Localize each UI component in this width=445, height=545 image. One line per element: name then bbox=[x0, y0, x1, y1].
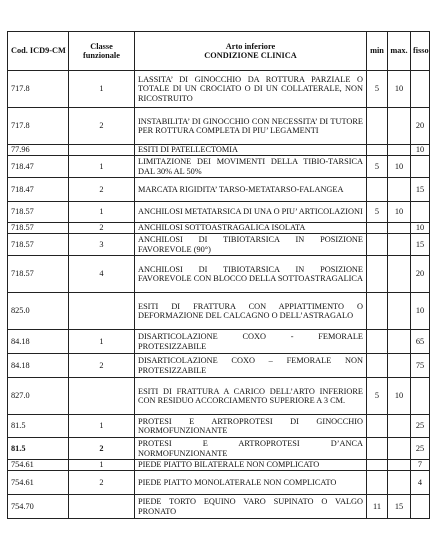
header-condition-label: CONDIZIONE CLINICA bbox=[204, 51, 297, 60]
row-code: 754.70 bbox=[8, 495, 69, 519]
row-class: 1 bbox=[69, 71, 135, 108]
header-fixed: fisso bbox=[411, 32, 430, 71]
row-fixed: 20 bbox=[411, 256, 430, 293]
table-row bbox=[8, 330, 430, 354]
header-row bbox=[8, 32, 430, 71]
row-min: 11 bbox=[367, 495, 388, 519]
row-class bbox=[69, 378, 135, 415]
header-min: min bbox=[367, 32, 388, 71]
row-code: 81.5 bbox=[8, 415, 69, 438]
row-condition: ANCHILOSI SOTTOASTRAGALICA ISOLATA bbox=[135, 223, 367, 234]
row-min bbox=[367, 108, 388, 145]
row-condition: ESITI DI FRATTURA CON APPIATTIMENTO O DEFORMAZIONE DEL CALCAGNO O DELL’ASTRAGALO bbox=[135, 293, 367, 330]
row-condition: PIEDE TORTO EQUINO VARO SUPINATO O VALGO PRONATO bbox=[135, 495, 367, 519]
row-min bbox=[367, 256, 388, 293]
table-row bbox=[8, 145, 430, 156]
row-class: 1 bbox=[69, 202, 135, 223]
row-code: 718.57 bbox=[8, 234, 69, 256]
row-code: 825.0 bbox=[8, 293, 69, 330]
row-min: 5 bbox=[367, 156, 388, 178]
row-code: 77.96 bbox=[8, 145, 69, 156]
table-row bbox=[8, 378, 430, 415]
row-min bbox=[367, 234, 388, 256]
row-max bbox=[388, 415, 411, 438]
header-limb: Arto inferiore bbox=[225, 41, 276, 51]
table-row bbox=[8, 156, 430, 178]
header-max: max. bbox=[388, 32, 411, 71]
row-max bbox=[388, 471, 411, 495]
row-class: 2 bbox=[69, 471, 135, 495]
row-condition: PIEDE PIATTO BILATERALE NON COMPLICATO bbox=[135, 460, 367, 471]
row-max bbox=[388, 256, 411, 293]
row-code: 81.5 bbox=[8, 438, 69, 460]
table-row bbox=[8, 415, 430, 438]
row-min bbox=[367, 293, 388, 330]
row-min bbox=[367, 415, 388, 438]
row-fixed bbox=[411, 202, 430, 223]
table-row bbox=[8, 223, 430, 234]
row-max: 15 bbox=[388, 495, 411, 519]
row-class: 2 bbox=[69, 354, 135, 378]
header-class: Classe funzionale bbox=[69, 32, 135, 71]
row-fixed: 15 bbox=[411, 178, 430, 202]
table-row bbox=[8, 438, 430, 460]
row-max: 10 bbox=[388, 378, 411, 415]
row-class: 1 bbox=[69, 460, 135, 471]
table-row bbox=[8, 354, 430, 378]
row-condition: LIMITAZIONE DEI MOVIMENTI DELLA TIBIO-TARSICA DAL 30% AL 50% bbox=[135, 156, 367, 178]
row-fixed: 25 bbox=[411, 415, 430, 438]
row-condition: ANCHILOSI METATARSICA DI UNA O PIU’ ARTICOLAZIONI bbox=[135, 202, 367, 223]
row-min: 5 bbox=[367, 202, 388, 223]
row-fixed: 4 bbox=[411, 471, 430, 495]
row-condition: ANCHILOSI DI TIBIOTARSICA IN POSIZIONE FAVOREVOLE CON BLOCCO DELLA SOTTOASTRAGALICA bbox=[135, 256, 367, 293]
table-row bbox=[8, 256, 430, 293]
row-max bbox=[388, 438, 411, 460]
row-condition: DISARTICOLAZIONE COXO – FEMORALE NON PROTESIZZABILE bbox=[135, 354, 367, 378]
row-min bbox=[367, 354, 388, 378]
row-class: 4 bbox=[69, 256, 135, 293]
row-condition: PIEDE PIATTO MONOLATERALE NON COMPLICATO bbox=[135, 471, 367, 495]
row-min bbox=[367, 145, 388, 156]
header-condition bbox=[135, 32, 367, 71]
row-class bbox=[69, 293, 135, 330]
row-condition: ANCHILOSI DI TIBIOTARSICA IN POSIZIONE FAVOREVOLE (90°) bbox=[135, 234, 367, 256]
row-code: 717.8 bbox=[8, 108, 69, 145]
row-max bbox=[388, 460, 411, 471]
table-row bbox=[8, 293, 430, 330]
row-code: 718.57 bbox=[8, 223, 69, 234]
row-min bbox=[367, 223, 388, 234]
row-max bbox=[388, 330, 411, 354]
row-code: 718.57 bbox=[8, 256, 69, 293]
row-condition: ESITI DI PATELLECTOMIA bbox=[135, 145, 367, 156]
row-max bbox=[388, 354, 411, 378]
row-fixed: 15 bbox=[411, 234, 430, 256]
row-fixed: 7 bbox=[411, 460, 430, 471]
row-class: 2 bbox=[69, 438, 135, 460]
row-condition: PROTESI E ARTROPROTESI D’ANCA NORMOFUNZIONANTE bbox=[135, 438, 367, 460]
row-fixed bbox=[411, 495, 430, 519]
row-condition: LASSITA’ DI GINOCCHIO DA ROTTURA PARZIALE O TOTALE DI UN CROCIATO O DI UN COLLATERALE, NON RICOSTRUITO bbox=[135, 71, 367, 108]
row-max: 10 bbox=[388, 156, 411, 178]
row-min bbox=[367, 330, 388, 354]
row-min: 5 bbox=[367, 71, 388, 108]
row-fixed bbox=[411, 378, 430, 415]
row-condition: INSTABILITA’ DI GINOCCHIO CON NECESSITA’ DI TUTORE PER ROTTURA COMPLETA DI PIU’ LEGAMENTI bbox=[135, 108, 367, 145]
row-max bbox=[388, 178, 411, 202]
row-code: 718.57 bbox=[8, 202, 69, 223]
row-min bbox=[367, 178, 388, 202]
row-condition: DISARTICOLAZIONE COXO - FEMORALE PROTESIZZABILE bbox=[135, 330, 367, 354]
row-min bbox=[367, 471, 388, 495]
table-row bbox=[8, 460, 430, 471]
row-min: 5 bbox=[367, 378, 388, 415]
row-code: 717.8 bbox=[8, 71, 69, 108]
row-max bbox=[388, 108, 411, 145]
row-class bbox=[69, 145, 135, 156]
row-class: 1 bbox=[69, 330, 135, 354]
document-page bbox=[7, 31, 429, 519]
row-code: 827.0 bbox=[8, 378, 69, 415]
table-row bbox=[8, 108, 430, 145]
row-max: 10 bbox=[388, 71, 411, 108]
row-class: 3 bbox=[69, 234, 135, 256]
header-code: Cod. ICD9-CM bbox=[8, 32, 69, 71]
row-condition: MARCATA RIGIDITA’ TARSO-METATARSO-FALANGEA bbox=[135, 178, 367, 202]
table-row bbox=[8, 471, 430, 495]
row-code: 84.18 bbox=[8, 330, 69, 354]
row-fixed bbox=[411, 71, 430, 108]
row-condition: ESITI DI FRATTURA A CARICO DELL’ARTO INFERIORE CON RESIDUO ACCORCIAMENTO SUPERIORE A 3 CM. bbox=[135, 378, 367, 415]
condition-table bbox=[7, 31, 430, 519]
row-max bbox=[388, 223, 411, 234]
row-class: 2 bbox=[69, 178, 135, 202]
row-fixed: 25 bbox=[411, 438, 430, 460]
row-class: 1 bbox=[69, 415, 135, 438]
row-fixed: 20 bbox=[411, 108, 430, 145]
row-max bbox=[388, 145, 411, 156]
row-max bbox=[388, 234, 411, 256]
row-min bbox=[367, 460, 388, 471]
row-code: 754.61 bbox=[8, 460, 69, 471]
row-max bbox=[388, 293, 411, 330]
row-code: 754.61 bbox=[8, 471, 69, 495]
row-fixed bbox=[411, 156, 430, 178]
row-code: 718.47 bbox=[8, 156, 69, 178]
row-code: 718.47 bbox=[8, 178, 69, 202]
row-class: 1 bbox=[69, 156, 135, 178]
table-row bbox=[8, 178, 430, 202]
table-body bbox=[8, 71, 430, 519]
row-class: 2 bbox=[69, 223, 135, 234]
row-fixed: 65 bbox=[411, 330, 430, 354]
row-class bbox=[69, 495, 135, 519]
row-class: 2 bbox=[69, 108, 135, 145]
table-row bbox=[8, 495, 430, 519]
row-max: 10 bbox=[388, 202, 411, 223]
row-fixed: 75 bbox=[411, 354, 430, 378]
table-row bbox=[8, 202, 430, 223]
row-fixed: 10 bbox=[411, 145, 430, 156]
row-min bbox=[367, 438, 388, 460]
row-code: 84.18 bbox=[8, 354, 69, 378]
row-condition: PROTESI E ARTROPROTESI DI GINOCCHIO NORMOFUNZIONANTE bbox=[135, 415, 367, 438]
row-fixed: 10 bbox=[411, 223, 430, 234]
row-fixed: 10 bbox=[411, 293, 430, 330]
table-row bbox=[8, 71, 430, 108]
table-row bbox=[8, 234, 430, 256]
